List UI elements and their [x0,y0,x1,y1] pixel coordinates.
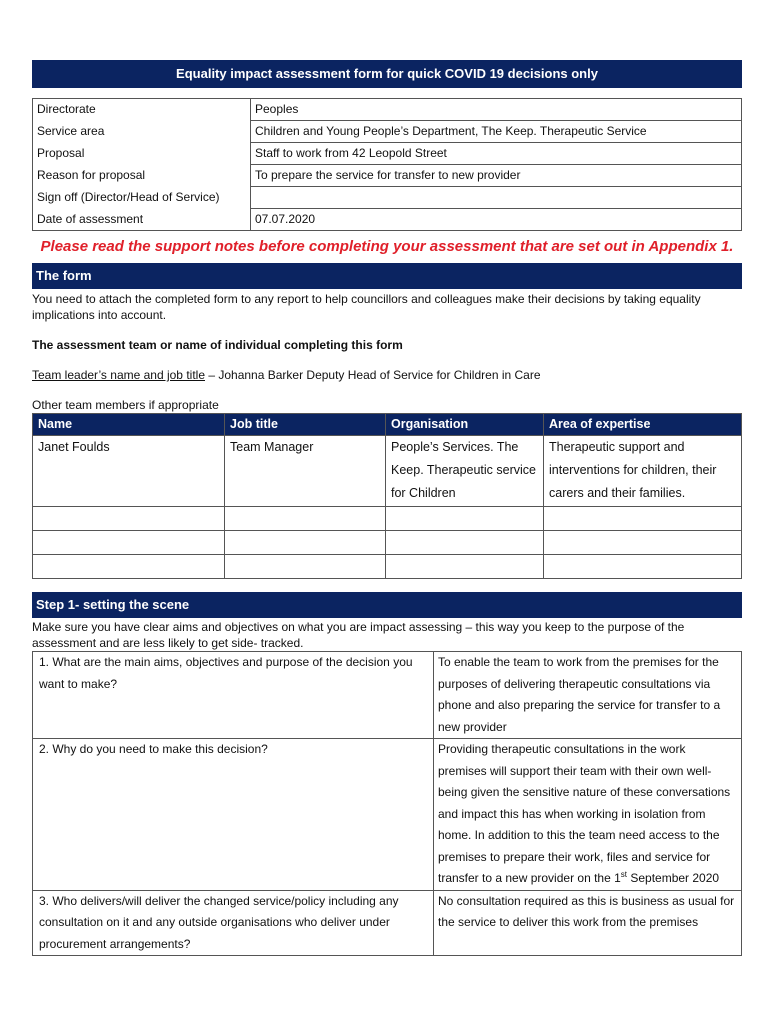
answer-text: No consultation required as this is business as usual for the service to deliver this work from the premises [434,890,742,956]
form-intro: You need to attach the completed form to any report to help councillors and colleagues make their decisions by taking equality implications into account. [32,292,701,322]
table-cell [33,507,225,531]
table-cell: Janet Foulds [33,436,225,507]
meta-row [33,165,742,187]
meta-row [33,121,742,143]
table-cell [225,531,386,555]
meta-value: Staff to work from 42 Leopold Street [251,143,742,165]
table-row [33,507,742,531]
table-cell: People’s Services. The Keep. Therapeutic service for Children [386,436,544,507]
meta-value: Peoples [251,99,742,121]
meta-label: Date of assessment [33,209,251,231]
meta-value: 07.07.2020 [251,209,742,231]
meta-label: Reason for proposal [33,165,251,187]
support-notes-notice: Please read the support notes before completing your assessment that are set out in Appendix 1. [40,238,734,255]
table-cell [225,555,386,579]
question-row [33,652,742,739]
table-row [33,555,742,579]
team-table [32,413,742,579]
table-cell [33,555,225,579]
question-row [33,890,742,956]
table-cell [386,531,544,555]
meta-label: Proposal [33,143,251,165]
questions-table [32,651,742,956]
column-header: Job title [225,414,386,436]
meta-row [33,187,742,209]
column-header: Organisation [386,414,544,436]
team-leader-value: – Johanna Barker Deputy Head of Service for Children in Care [205,368,541,382]
question-text: 1. What are the main aims, objectives and purpose of the decision you want to make? [33,652,434,739]
answer-text: Providing therapeutic consultations in the work premises will support their team with their own well-being given the sensitive nature of these conversations and impact this has when working in isolation from home. In addition to this the team need access to the premises to prepare their work, files and service for transfer to a new provider on the 1 [438,742,731,885]
table-cell [225,507,386,531]
column-header: Area of expertise [544,414,742,436]
answer-cell [434,739,742,891]
question-text: 3. Who delivers/will deliver the changed service/policy including any consultation on it and any outside organisations who deliver under procurement arrangements? [33,890,434,956]
answer-text-end: September 2020 [627,871,720,885]
form-title: Equality impact assessment form for quick COVID 19 decisions only [32,60,742,88]
meta-value [251,187,742,209]
meta-row [33,209,742,231]
table-cell: Team Manager [225,436,386,507]
question-row [33,739,742,891]
meta-row [33,99,742,121]
answer-superscript: st [620,870,628,879]
table-cell [544,555,742,579]
step1-intro: Make sure you have clear aims and objectives on what you are impact assessing – this way you keep to the purpose of the assessment and are less likely to get side- tracked. [32,620,685,650]
table-cell [386,555,544,579]
table-cell [544,531,742,555]
table-cell [544,507,742,531]
document-page [32,60,742,956]
team-leader-label: Team leader’s name and job title [32,368,205,382]
table-row [33,531,742,555]
team-heading: The assessment team or name of individual completing this form [32,338,403,352]
meta-label: Sign off (Director/Head of Service) [33,187,251,209]
team-table-header [33,414,742,436]
meta-value: To prepare the service for transfer to new provider [251,165,742,187]
table-cell: Therapeutic support and interventions for children, their carers and their families. [544,436,742,507]
meta-table [32,98,742,231]
column-header: Name [33,414,225,436]
question-text: 2. Why do you need to make this decision? [33,739,434,891]
table-row [33,436,742,507]
table-cell [33,531,225,555]
team-leader-line [32,367,742,383]
table-cell [386,507,544,531]
meta-label: Directorate [33,99,251,121]
section-heading-the-form: The form [32,263,742,289]
section-heading-step-1: Step 1- setting the scene [32,592,742,618]
meta-label: Service area [33,121,251,143]
other-members-label: Other team members if appropriate [32,398,219,412]
meta-value: Children and Young People’s Department, The Keep. Therapeutic Service [251,121,742,143]
answer-text: To enable the team to work from the premises for the purposes of delivering therapeutic consultations via phone and also preparing the service for transfer to a new provider [434,652,742,739]
meta-row [33,143,742,165]
